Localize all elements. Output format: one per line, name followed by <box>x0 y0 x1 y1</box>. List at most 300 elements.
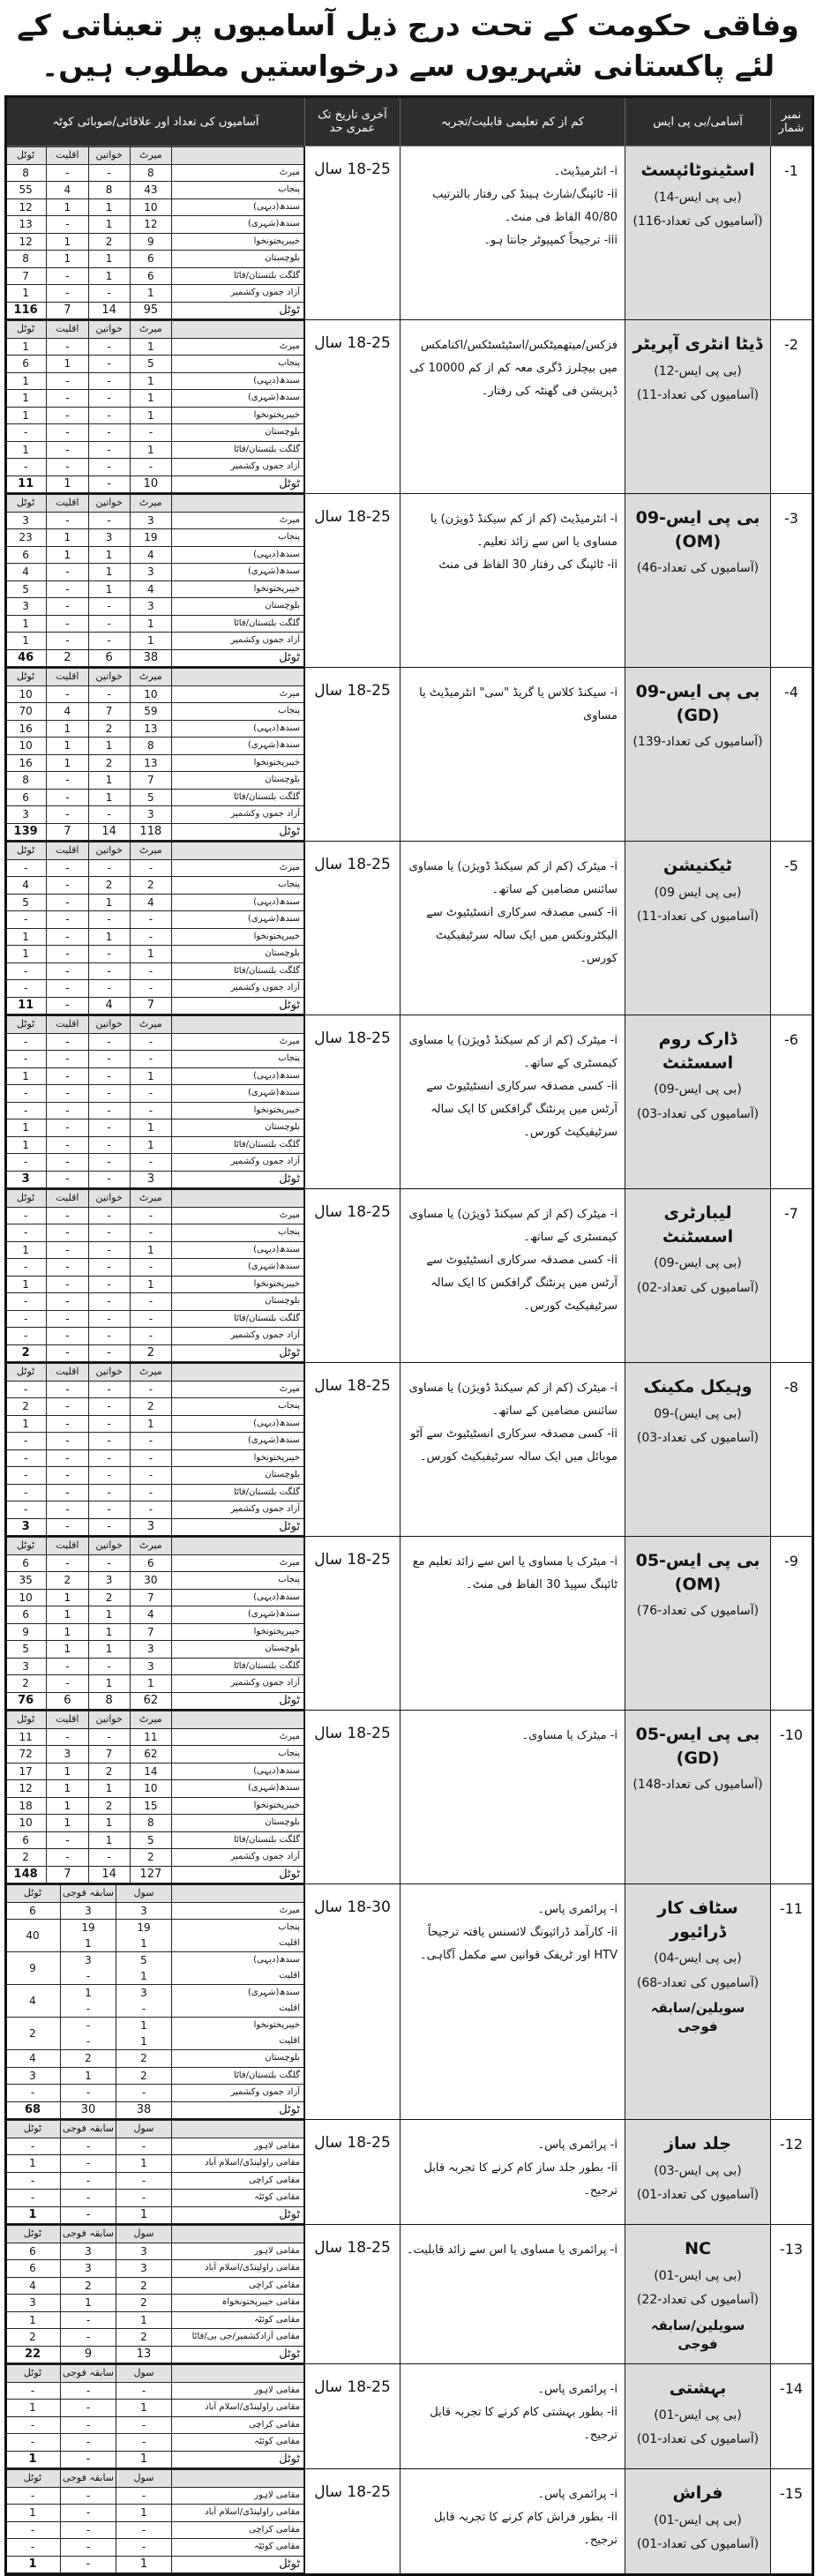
quota-value <box>88 1259 130 1277</box>
quota-value-main: 6 <box>22 790 29 804</box>
job-qualification <box>401 1015 625 1189</box>
quota-value <box>88 649 130 667</box>
quota-value-main: 1 <box>140 2506 147 2520</box>
quota-value-main: - <box>65 879 70 892</box>
quota-value <box>5 1866 47 1883</box>
quota-value-main: - <box>107 426 111 439</box>
job-qualification <box>401 1711 625 1884</box>
quota-value <box>5 580 47 598</box>
quota-value-main: - <box>107 357 111 371</box>
quota-value <box>88 546 130 564</box>
quota-region <box>172 1518 304 1536</box>
quota-region <box>172 459 304 476</box>
quota-value-main: 1 <box>105 269 113 282</box>
quota-value <box>61 2329 116 2347</box>
quota-row <box>5 1902 304 1920</box>
quota-value-main: 1 <box>64 252 71 266</box>
quota-value <box>5 738 47 755</box>
quota-region <box>172 754 304 772</box>
quota-value <box>47 1344 88 1362</box>
job-post <box>625 668 771 842</box>
quota-value-main: - <box>148 930 153 943</box>
quota-value-main: 6 <box>105 650 113 664</box>
quota-value-main: 8 <box>105 1693 113 1707</box>
quota-value-main: 70 <box>19 705 33 718</box>
quota-value <box>61 2487 116 2505</box>
quota-value <box>116 2018 172 2050</box>
quota-value-main: 1 <box>147 1677 154 1690</box>
quota-value-main: - <box>65 1138 70 1151</box>
job-row <box>6 2469 813 2575</box>
quota-value-main: - <box>107 408 111 422</box>
quota-value-main: - <box>148 461 153 474</box>
quota-region-name: بلوچستان <box>265 427 300 438</box>
post-bps: (بی پی ایس-12) <box>654 363 742 378</box>
quota-total-row <box>5 1171 304 1188</box>
job-row <box>6 842 813 1015</box>
quota-value <box>5 1815 47 1832</box>
quota-value-main: 8 <box>105 183 113 197</box>
job-post <box>625 2469 771 2575</box>
quota-value <box>88 962 130 980</box>
quota-value-main: - <box>107 1087 111 1100</box>
quota-row <box>5 859 304 877</box>
quota-value <box>5 338 47 356</box>
quota-value <box>5 1623 47 1641</box>
quota-value-main: - <box>86 2174 91 2187</box>
quota-value-main: - <box>65 1451 70 1464</box>
quota-value <box>88 1728 130 1746</box>
quota-value-main: - <box>107 1451 111 1464</box>
quota-row <box>5 1780 304 1798</box>
quota-value <box>88 1866 130 1883</box>
quota-total-row <box>5 2101 304 2119</box>
quota-value <box>88 720 130 738</box>
quota-value <box>130 1293 171 1311</box>
quota-header-region <box>172 2121 304 2138</box>
quota-value-main: 62 <box>144 1748 158 1761</box>
quota-value <box>61 2155 116 2173</box>
quota-value-main: 1 <box>64 1608 71 1621</box>
quota-region-name: گلگت بلتستان/فاٹا <box>233 1834 300 1845</box>
quota-header-cell: میرٹ <box>130 495 171 513</box>
quota-value <box>61 2382 116 2400</box>
quota-value <box>5 1902 61 1920</box>
quota-region <box>172 216 304 234</box>
quota-row <box>5 2085 304 2102</box>
quota-value-main: 7 <box>64 303 71 317</box>
quota-region-name: گلگت بلتستان/فاٹا <box>233 791 300 802</box>
quota-value-main: 1 <box>147 443 154 456</box>
quota-value-main: 3 <box>140 1987 147 1999</box>
quota-value <box>5 512 47 529</box>
quota-header-cell: سابقہ فوجی <box>61 2470 116 2488</box>
quota-region-name: پنجاب <box>278 532 300 543</box>
quota-value <box>130 859 171 877</box>
quota-value-main: - <box>107 600 111 613</box>
post-title: اسٹینوٹائپسٹ <box>640 161 755 180</box>
quota-value <box>88 1224 130 1242</box>
quota-value-main: 8 <box>147 1816 154 1830</box>
quota-value <box>88 1067 130 1085</box>
quota-value <box>47 198 88 216</box>
header-post: آسامی/بی پی ایس <box>625 97 771 146</box>
quota-value <box>130 1501 171 1519</box>
quota-value <box>47 1085 88 1103</box>
quota-region-name: مقامی راولپنڈی/اسلام آباد <box>205 2507 300 2518</box>
quota-value <box>47 789 88 806</box>
quota-value-main: 11 <box>18 998 34 1012</box>
quota-value-main: - <box>86 2019 91 2032</box>
quota-value <box>47 894 88 911</box>
quota-value <box>47 1763 88 1780</box>
job-age-limit: 18-25 سال <box>305 1711 401 1884</box>
quota-region <box>172 1849 304 1867</box>
quota-value <box>5 2206 61 2224</box>
quota-region-name: میرٹ <box>279 341 300 351</box>
quota-row <box>5 1415 304 1433</box>
quota-value <box>5 407 47 424</box>
quota-value <box>116 2260 172 2278</box>
quota-header-row <box>5 321 304 339</box>
quota-value <box>88 407 130 424</box>
quota-value-main: - <box>107 287 111 300</box>
job-post <box>625 1711 771 1884</box>
quota-value-main: - <box>65 1209 70 1222</box>
quota-value <box>5 2050 61 2068</box>
quota-value-main: 1 <box>105 565 113 579</box>
quota-value-main: - <box>65 166 70 179</box>
quota-row <box>5 2416 304 2434</box>
quota-value <box>130 1641 171 1659</box>
quota-value-main: - <box>65 1226 70 1239</box>
quota-header-row <box>5 842 304 860</box>
quota-value-main: - <box>65 426 70 439</box>
quota-table <box>4 1015 304 1188</box>
job-post <box>625 1884 771 2120</box>
quota-row <box>5 1589 304 1606</box>
quota-header-row <box>5 2121 304 2138</box>
quota-value <box>47 164 88 182</box>
quota-value-main: 1 <box>147 634 154 648</box>
quota-row <box>5 2539 304 2557</box>
quota-value-main: - <box>107 1035 111 1048</box>
quota-row <box>5 1675 304 1693</box>
quota-value-main: - <box>107 1486 111 1499</box>
qualification-line: i- پرائمری پاس۔ <box>537 2488 618 2501</box>
quota-value <box>47 529 88 547</box>
quota-value <box>130 1085 171 1103</box>
quota-region <box>172 2085 304 2102</box>
quota-header-cell: سول <box>116 1885 172 1903</box>
quota-value <box>130 441 171 459</box>
quota-value <box>130 598 171 616</box>
quota-value-main: 1 <box>147 374 154 387</box>
quota-value <box>5 1276 47 1293</box>
job-age-limit: 18-25 سال <box>305 494 401 668</box>
quota-value-main: - <box>107 861 111 874</box>
quota-value-main: 1 <box>64 200 71 213</box>
qualification-line: i- پرائمری پاس۔ <box>537 1903 618 1916</box>
quota-header-cell: میرٹ <box>130 321 171 339</box>
quota-value-main: 9 <box>147 235 154 248</box>
quota-region <box>172 720 304 738</box>
post-title: ڈارک روم اسسٹنٹ <box>658 1030 737 1073</box>
quota-value-main: - <box>141 2086 146 2100</box>
quota-value <box>88 459 130 476</box>
quota-value <box>47 1415 88 1433</box>
quota-value <box>116 2190 172 2207</box>
quota-value-main: - <box>107 947 111 961</box>
quota-value-main: 1 <box>29 2506 36 2520</box>
quota-value-main: 1 <box>22 408 29 422</box>
quota-value-main: 1 <box>85 2296 92 2310</box>
quota-value <box>130 649 171 667</box>
quota-row <box>5 1259 304 1277</box>
quota-value <box>5 1224 47 1242</box>
quota-region-name: سندھ(شہری) <box>247 219 300 229</box>
quota-row <box>5 2521 304 2539</box>
quota-value <box>5 962 47 980</box>
quota-region-name: ٹوٹل <box>279 650 300 664</box>
quota-value <box>88 997 130 1015</box>
quota-value <box>116 2243 172 2260</box>
quota-value-main: 22 <box>24 2347 41 2361</box>
quota-value <box>116 2539 172 2557</box>
quota-header-cell: سول <box>116 2121 172 2138</box>
quota-value <box>130 703 171 721</box>
quota-value-main: 76 <box>18 1693 34 1707</box>
quota-value <box>47 1276 88 1293</box>
quota-row <box>5 928 304 946</box>
quota-region-name: سندھ(شہری) <box>247 1783 300 1793</box>
quota-value <box>130 754 171 772</box>
quota-value-main: - <box>30 2418 35 2431</box>
quota-value-main: - <box>65 1104 70 1117</box>
quota-value-main: 1 <box>64 1782 71 1795</box>
quota-value-main: 1 <box>140 2019 147 2032</box>
quota-row <box>5 182 304 199</box>
quota-value <box>88 1589 130 1606</box>
quota-value-main: - <box>86 2541 91 2554</box>
quota-header-row <box>5 2226 304 2243</box>
quota-value <box>130 1797 171 1815</box>
quota-region <box>172 1381 304 1398</box>
quota-value <box>5 1606 47 1624</box>
quota-value-main: - <box>107 461 111 474</box>
quota-value-main: 6 <box>22 357 29 371</box>
quota-region <box>172 633 304 650</box>
quota-region-name: سندھ(دیہی) <box>253 723 300 733</box>
quota-header-cell: میرٹ <box>130 1711 171 1729</box>
quota-value <box>47 564 88 581</box>
quota-value-main: 1 <box>105 1816 113 1830</box>
quota-region-name: ٹوٹل <box>279 1345 300 1359</box>
quota-region <box>172 251 304 268</box>
quota-header-cell: اقلیت <box>47 321 88 339</box>
quota-value <box>88 911 130 929</box>
quota-value <box>88 564 130 581</box>
quota-value <box>5 615 47 633</box>
quota-region <box>172 233 304 251</box>
quota-region-name: ٹوٹل <box>279 1867 300 1881</box>
quota-region <box>172 1310 304 1328</box>
quota-value-main: 19 <box>137 1921 151 1934</box>
quota-row <box>5 546 304 564</box>
post-title: بی پی ایس-05 (OM) <box>635 1551 760 1594</box>
quota-value-main: - <box>148 1434 153 1448</box>
quota-row <box>5 2155 304 2173</box>
job-quota <box>6 1189 305 1363</box>
quota-region <box>172 2451 304 2468</box>
post-bps: (بی پی ایس-09) <box>654 1082 742 1097</box>
quota-region <box>172 946 304 963</box>
quota-value-main: 4 <box>29 2279 36 2292</box>
quota-region <box>172 267 304 285</box>
quota-value-main: 6 <box>29 2244 36 2258</box>
quota-value <box>88 1398 130 1416</box>
post-bps: (بی پی ایس-01) <box>654 2512 742 2527</box>
quota-row <box>5 1224 304 1242</box>
job-number: 3- <box>771 494 813 668</box>
quota-value-main: 1 <box>29 2401 36 2415</box>
quota-value-main: 2 <box>64 1574 71 1587</box>
quota-value-main: 3 <box>147 808 154 821</box>
quota-region <box>172 407 304 424</box>
quota-value <box>88 512 130 529</box>
quota-value <box>130 1344 171 1362</box>
quota-value <box>61 2260 116 2278</box>
quota-value-main: - <box>23 1295 28 1308</box>
quota-value-main: - <box>86 2157 91 2170</box>
quota-value <box>61 2101 116 2119</box>
quota-value-sub: 1 <box>140 1937 147 1950</box>
quota-header-cell: میرٹ <box>130 147 171 165</box>
quota-value <box>47 1780 88 1798</box>
quota-value-main: - <box>65 1312 70 1325</box>
quota-row <box>5 1120 304 1137</box>
quota-region <box>172 546 304 564</box>
quota-value-main: - <box>107 1138 111 1151</box>
quota-value-main: 3 <box>21 1519 30 1533</box>
quota-value <box>61 2138 116 2155</box>
quota-region <box>172 1692 304 1710</box>
quota-value-main: - <box>23 1382 28 1396</box>
quota-value <box>130 877 171 895</box>
job-number: 13- <box>771 2225 813 2364</box>
quota-value-main: - <box>23 426 28 439</box>
job-number: 14- <box>771 2364 813 2469</box>
quota-value <box>88 1554 130 1572</box>
quota-value <box>47 216 88 234</box>
quota-value-main: - <box>65 930 70 943</box>
quota-value-main: 139 <box>13 824 38 838</box>
quota-value-main: - <box>65 808 70 821</box>
quota-region <box>172 1641 304 1659</box>
quota-value <box>130 1449 171 1467</box>
quota-value-main: - <box>65 1659 70 1673</box>
quota-value <box>130 580 171 598</box>
job-post <box>625 2120 771 2225</box>
quota-header-region <box>172 321 304 339</box>
quota-value <box>88 633 130 650</box>
quota-value-main: - <box>65 1677 70 1690</box>
quota-value-main: - <box>107 1556 111 1569</box>
quota-region <box>172 1572 304 1590</box>
quota-value <box>88 1381 130 1398</box>
quota-value-main: 4 <box>64 705 71 718</box>
quota-total-row <box>5 2556 304 2573</box>
qualification-line: i- پرائمری پاس۔ <box>537 2138 618 2152</box>
quota-value-main: 17 <box>19 1764 33 1778</box>
quota-value-main: 1 <box>64 1816 71 1830</box>
quota-value-main: 2 <box>146 1345 155 1359</box>
quota-value <box>5 2382 61 2400</box>
header-qualification: کم از کم تعلیمی قابلیت/تجربہ <box>401 97 625 146</box>
quota-value <box>5 2085 61 2102</box>
quota-region <box>172 1433 304 1450</box>
job-row <box>6 2225 813 2364</box>
quota-value-main: 2 <box>147 879 154 892</box>
quota-value-sub: - <box>86 2003 91 2015</box>
quota-value <box>47 911 88 929</box>
quota-value <box>5 2190 61 2207</box>
quota-value-main: - <box>65 1851 70 1864</box>
quota-value <box>130 789 171 806</box>
quota-region <box>172 580 304 598</box>
job-row <box>6 320 813 494</box>
quota-value <box>88 772 130 790</box>
quota-value <box>47 877 88 895</box>
quota-value <box>116 2172 172 2190</box>
quota-value <box>47 615 88 633</box>
quota-value-main: - <box>65 947 70 961</box>
quota-total-row <box>5 2206 304 2224</box>
quota-region <box>172 2434 304 2452</box>
quota-region-name: بلوچستان <box>265 775 300 785</box>
quota-value <box>61 2277 116 2295</box>
quota-header-cell: ٹوٹل <box>5 1190 47 1208</box>
quota-row <box>5 1085 304 1103</box>
quota-region-name: ٹوٹل <box>279 1693 300 1707</box>
post-bps: (بی پی ایس 09) <box>654 885 742 900</box>
quota-value <box>5 1433 47 1450</box>
quota-region <box>172 997 304 1015</box>
quota-value <box>88 216 130 234</box>
quota-value-main: 1 <box>64 531 71 544</box>
quota-header-region <box>172 1885 304 1903</box>
quota-value-main: 10 <box>144 687 158 700</box>
quota-value-main: - <box>23 1156 28 1169</box>
quota-value <box>5 2505 61 2522</box>
quota-value <box>5 529 47 547</box>
quota-region-name: خیبرپختونخوا <box>253 583 300 594</box>
quota-value <box>116 2155 172 2173</box>
quota-region-name: ٹوٹل <box>279 1172 300 1186</box>
quota-value <box>130 720 171 738</box>
job-quota <box>6 2120 305 2225</box>
quota-value <box>47 598 88 616</box>
quota-value-main: 12 <box>19 1782 33 1795</box>
quota-value-main: - <box>107 913 111 926</box>
quota-total-row <box>5 1692 304 1710</box>
qualification-line: ii- کسی مصدقہ سرکاری انسٹیٹیوٹ سے الیکٹرونکس میں ایک سالہ سرٹیفیکیٹ کورس۔ <box>426 906 618 965</box>
quota-value <box>130 1815 171 1832</box>
quota-region-name: میرٹ <box>279 1731 300 1741</box>
quota-region-name: مقامی خیبرپختونخواہ <box>221 2297 300 2308</box>
quota-value <box>47 1293 88 1311</box>
quota-value-main: - <box>65 1035 70 1048</box>
